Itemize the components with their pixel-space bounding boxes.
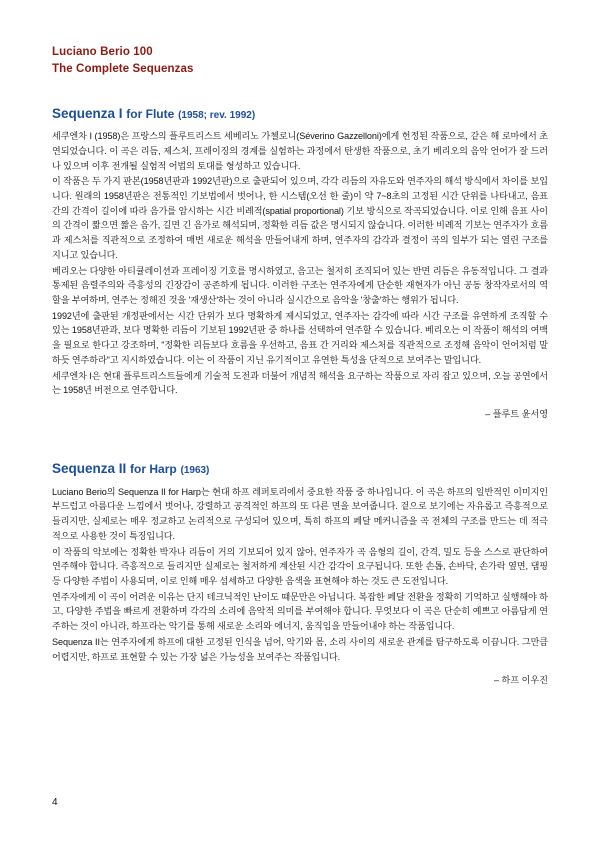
paragraph: Sequenza II는 연주자에게 하프에 대한 고정된 인식을 넘어, 악기와 몸, 소리 사이의 새로운 관계를 탐구하도록 이끕니다. 그만큼 어렵지만, 하프로 표현할 수 있는 가장 넓은 가능성을 보여주는 작품입니다. — [52, 636, 548, 662]
section-title-sequenza-1 — [52, 105, 548, 123]
header-title-line-1: Luciano Berio 100 — [52, 46, 153, 58]
section-divider-space — [52, 438, 548, 460]
section-title-sub: for Harp — [130, 462, 177, 477]
paragraph: 베리오는 다양한 아티큘레이션과 프레이징 기호를 명시하였고, 음고는 철저히 조직되어 있는 반면 리듬은 유동적입니다. 그 결과 통제된 음렬주의와 즉흥성의 긴장감이 공존하게 됩니다. 이러한 구조는 연주자에게 단순한 재현자가 아닌 공동 창작자로서의 역할을 부여하며, 연주는 정해진 것을 '재생산'하는 것이 아니라 실시간으로 음악을 '창출'하는 행위가 됩니다. — [52, 265, 548, 305]
section-signature: – 플루트 윤서영 — [485, 409, 548, 420]
section-title-year: (1958; rev. 1992) — [178, 109, 256, 121]
section-title-sub: for Flute — [126, 106, 175, 121]
document-header — [52, 44, 548, 79]
paragraph: 연주자에게 이 곡이 어려운 이유는 단지 테크닉적인 난이도 때문만은 아닙니다. 복잡한 페달 전환을 정확히 기억하고 실행해야 하고, 다양한 주법을 빠르게 전환하며 각각의 소리에 음악적 의미를 부여해야 합니다. 무엇보다 이 곡은 단순히 예쁘고 아름답게 연주하는 것이 아니라, 하프라는 악기를 통해 새로운 소리와 에너지, 움직임을 만들어내야 하는 작품입니다. — [52, 591, 548, 632]
section-title-main: Sequenza II — [52, 461, 127, 477]
paragraph: 세쿠엔차 I은 현대 플루트리스트들에게 기술적 도전과 더불어 개념적 해석을 요구하는 작품으로 자리 잡고 있으며, 오늘 공연에서는 1958년 버전으로 연주합니다. — [52, 370, 548, 396]
paragraph: 이 작품의 악보에는 정확한 박자나 리듬이 거의 기보되어 있지 않아, 연주자가 곡 음형의 길이, 간격, 밀도 등을 스스로 판단하여 연주해야 합니다. 즉흥적으로 들리지만 실제로는 철저하게 계산된 시간 감각이 요구됩니다. 또한 손톱, 손바닥, 손가락 옆면, 댐핑 등 다양한 주법이 사용되며, 이로 인해 매우 섬세하고 다양한 음색을 표현해야 하는 것도 큰 도전입니다. — [52, 546, 548, 586]
section-sequenza-2 — [52, 460, 548, 686]
paragraph: 세쿠엔차 I (1958)은 프랑스의 플루트리스트 세베리노 가첼로니(Séverino Gazzelloni)에게 헌정된 작품으로, 같은 해 로마에서 초연되었습니다. 이 곡은 리듬, 제스처, 프레이징의 경계를 실험하는 과정에서 탄생한 작품으로, 초기 베리오의 음악 언어가 잘 드러나 있으며 이후 전개될 실험적 어법의 토대를 형성하고 있습니다. — [52, 131, 548, 171]
page-number: 4 — [52, 797, 58, 808]
section-title-year: (1963) — [180, 465, 210, 477]
paragraph: Luciano Berio의 Sequenza II for Harp는 현대 하프 레퍼토리에서 중요한 작품 중 하나입니다. 이 곡은 하프의 일반적인 이미지인 부드럽고 아름다운 느낌에서 벗어나, 강렬하고 공격적인 하프의 또 다른 면을 보여줍니다. 겉으로 보기에는 자유롭고 즉흥적으로 들리지만, 실제로는 매우 정교하고 논리적으로 구성되어 있으며, 특히 하프의 페달 메커니즘을 곡 전체의 구조를 만드는 데 적극적으로 사용한 것이 특징입니다. — [52, 486, 548, 541]
header-title-line-2: The Complete Sequenzas — [52, 63, 194, 76]
section-sequenza-1 — [52, 105, 548, 421]
paragraph: 1992년에 출판된 개정판에서는 시간 단위가 보다 명확하게 제시되었고, 연주자는 감각에 따라 시간 구조를 유연하게 조직할 수 있는 1958년판과, 보다 명확한 리듬이 기보된 1992년판 중 하나를 선택하여 연주할 수 있습니다. 베리오는 이 작품이 해석의 여백을 필요로 한다고 강조하며, "정확한 리듬보다 흐름을 우선하고, 음표 간 거리와 제스처를 직관적으로 조정해 음악이 언어처럼 말하듯 연주하라"고 지시하였습니다. 이는 이 작품이 지닌 유기적이고 유연한 특성을 단적으로 보여주는 말입니다. — [52, 310, 548, 365]
section-title-main: Sequenza I — [52, 105, 123, 121]
section-signature: – 하프 이우진 — [493, 675, 548, 686]
section-title-sequenza-2 — [52, 460, 548, 478]
paragraph: 이 작품은 두 가지 판본(1958년판과 1992년판)으로 출판되어 있으며, 각각 리듬의 자유도와 연주자의 해석 방식에서 차이를 보입니다. 원래의 1958년판은 전통적인 기보법에서 벗어나, 한 시스템(오선 한 줄)이 약 7~8초의 고정된 시간 단위를 나타내고, 음표 간의 간격이 길이에 따라 음가를 암시하는 시간 비례적(spatial proportional) 기보 방식으로 작곡되었습니다. 이로 인해 음표 사이의 간격이 짧으면 짧은 음가, 길면 긴 음가로 해석되며, 정확한 리듬 값은 명시되지 않습니다. 이러한 비례적 기보는 연주자가 흐름과 제스처를 직관적으로 조정하여 매번 새로운 해석을 만들어내게 하며, 연주자의 감각과 결정이 곡의 일부가 되는 열린 구조를 지니고 있습니다. — [52, 176, 548, 260]
